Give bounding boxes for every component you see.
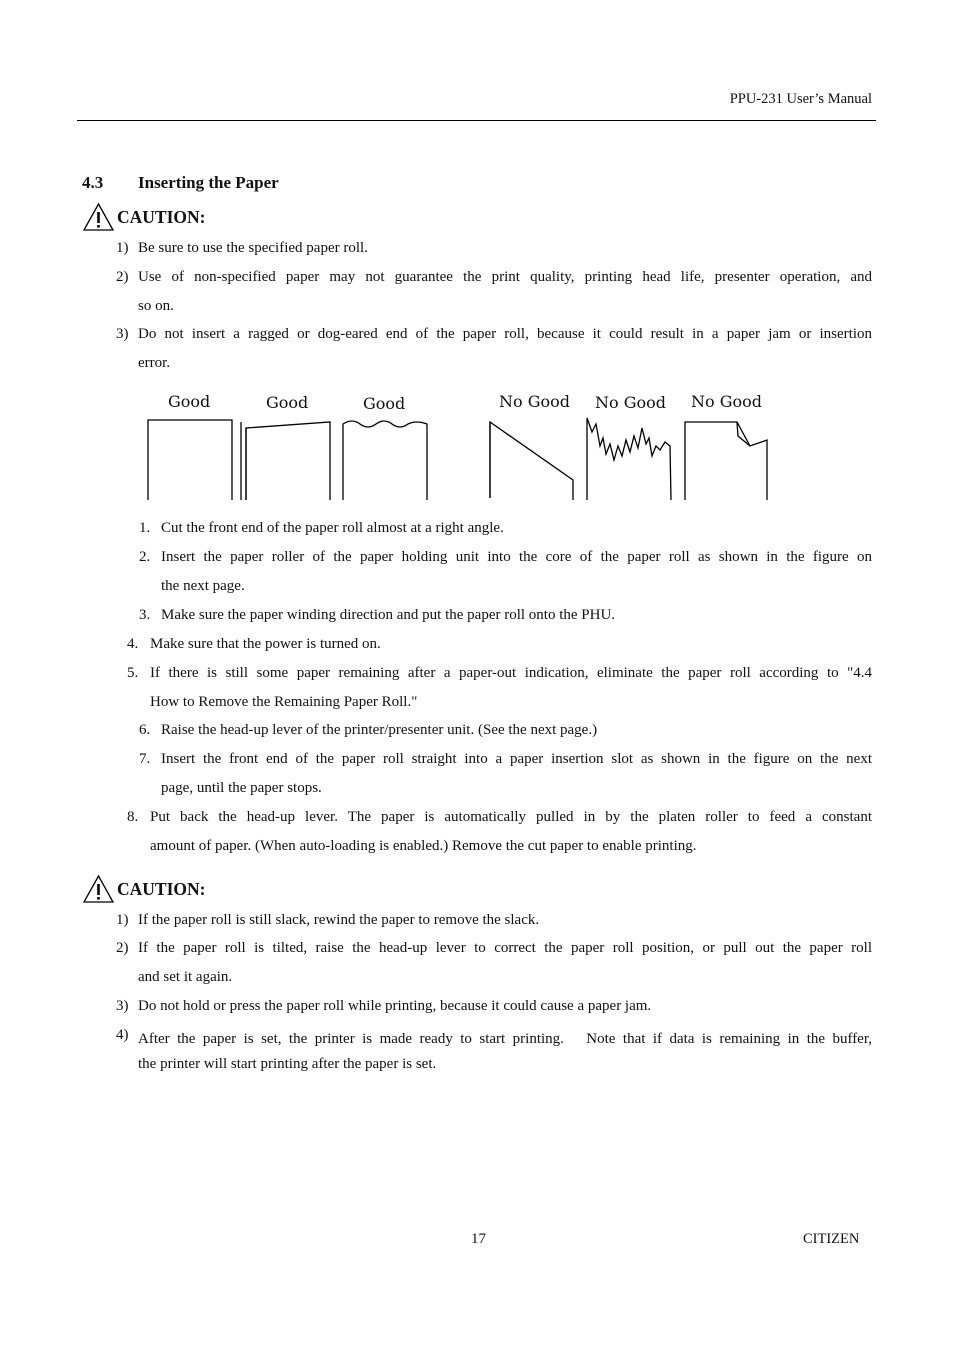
page-number: 17 bbox=[471, 1231, 486, 1247]
step-text: Cut the front end of the paper roll almost at a right angle. bbox=[161, 520, 504, 536]
figure-label-no-good: No Good bbox=[595, 393, 667, 412]
list-number: 1) bbox=[116, 240, 129, 256]
list-item-text: Do not hold or press the paper roll while printing, because it could cause a paper jam. bbox=[138, 998, 652, 1014]
step-text: Raise the head-up lever of the printer/presenter unit. (See the next page.) bbox=[161, 722, 598, 738]
header-title: PPU-231 User’s Manual bbox=[729, 91, 872, 107]
step-number: 1. bbox=[139, 520, 151, 536]
list-item-text: If the paper roll is still slack, rewind the paper to remove the slack. bbox=[138, 912, 540, 928]
list-item-text: Use of non-specified paper may not guarantee the print quality, printing head life, presenter operation, and bbox=[138, 269, 872, 285]
step-text: Make sure that the power is turned on. bbox=[150, 636, 381, 652]
footer-brand: CITIZEN bbox=[803, 1231, 860, 1247]
list-number: 4) bbox=[116, 1027, 129, 1043]
step-number: 8. bbox=[127, 809, 139, 825]
step-text: If there is still some paper remaining after a paper-out indication, eliminate the paper roll according to "4.4 bbox=[150, 665, 872, 681]
step-text: Put back the head-up lever. The paper is automatically pulled in by the platen roller to feed a constant bbox=[150, 809, 872, 825]
list-number: 2) bbox=[116, 269, 129, 285]
caution-label: CAUTION: bbox=[117, 878, 206, 899]
list-item-text: If the paper roll is tilted, raise the head-up lever to correct the paper roll position, or pull out the paper roll bbox=[138, 940, 872, 956]
step-text: Make sure the paper winding direction and put the paper roll onto the PHU. bbox=[161, 607, 616, 623]
step-text: amount of paper. (When auto-loading is enabled.) Remove the cut paper to enable printing. bbox=[150, 838, 697, 854]
step-text: Insert the front end of the paper roll straight into a paper insertion slot as shown in the figure on the next bbox=[161, 751, 872, 767]
list-item-text: Do not insert a ragged or dog-eared end of the paper roll, because it could result in a paper jam or insertion bbox=[138, 326, 872, 342]
step-text: Insert the paper roller of the paper holding unit into the core of the paper roll as shown in the figure on bbox=[161, 549, 872, 565]
caution-heading-2 bbox=[82, 874, 205, 904]
step-text: How to Remove the Remaining Paper Roll." bbox=[150, 694, 418, 710]
list-number: 3) bbox=[116, 998, 129, 1014]
warning-icon bbox=[82, 874, 115, 904]
paper-edge-ragged bbox=[587, 418, 671, 500]
step-number: 4. bbox=[127, 636, 139, 652]
figure-label-good: Good bbox=[266, 393, 309, 412]
step-number: 7. bbox=[139, 751, 151, 767]
list-item-text: After the paper is set, the printer is made ready to start printing. Note that if data is remaining in the buffer, bbox=[138, 1031, 872, 1047]
header-rule bbox=[77, 120, 876, 121]
figure-label-no-good: No Good bbox=[691, 392, 763, 411]
paper-edge-drawings bbox=[140, 410, 780, 506]
list-item-text: the printer will start printing after the paper is set. bbox=[138, 1056, 437, 1072]
list-number: 1) bbox=[116, 912, 129, 928]
figure-label-good: Good bbox=[363, 394, 406, 413]
step-number: 5. bbox=[127, 665, 139, 681]
section-title: Inserting the Paper bbox=[138, 173, 279, 192]
list-item-text: Be sure to use the specified paper roll. bbox=[138, 240, 368, 256]
caution-label: CAUTION: bbox=[117, 206, 206, 227]
figure-label-good: Good bbox=[168, 392, 211, 411]
paper-edge-diagonal bbox=[490, 422, 573, 500]
step-number: 2. bbox=[139, 549, 151, 565]
step-number: 3. bbox=[139, 607, 151, 623]
list-item-text: and set it again. bbox=[138, 969, 233, 985]
paper-edge-slight-angle bbox=[246, 422, 330, 500]
caution-heading-1 bbox=[82, 202, 205, 232]
step-text: the next page. bbox=[161, 578, 245, 594]
section-number: 4.3 bbox=[82, 173, 104, 192]
step-number: 6. bbox=[139, 722, 151, 738]
warning-icon bbox=[82, 202, 115, 232]
paper-edge-straight bbox=[148, 420, 232, 500]
list-number: 3) bbox=[116, 326, 129, 342]
paper-edge-dog-eared bbox=[685, 422, 767, 500]
list-item-text: so on. bbox=[138, 298, 174, 314]
paper-edge-wavy bbox=[343, 421, 427, 500]
figure-label-no-good: No Good bbox=[499, 392, 571, 411]
list-item-text: error. bbox=[138, 355, 171, 371]
list-number: 2) bbox=[116, 940, 129, 956]
step-text: page, until the paper stops. bbox=[161, 780, 322, 796]
